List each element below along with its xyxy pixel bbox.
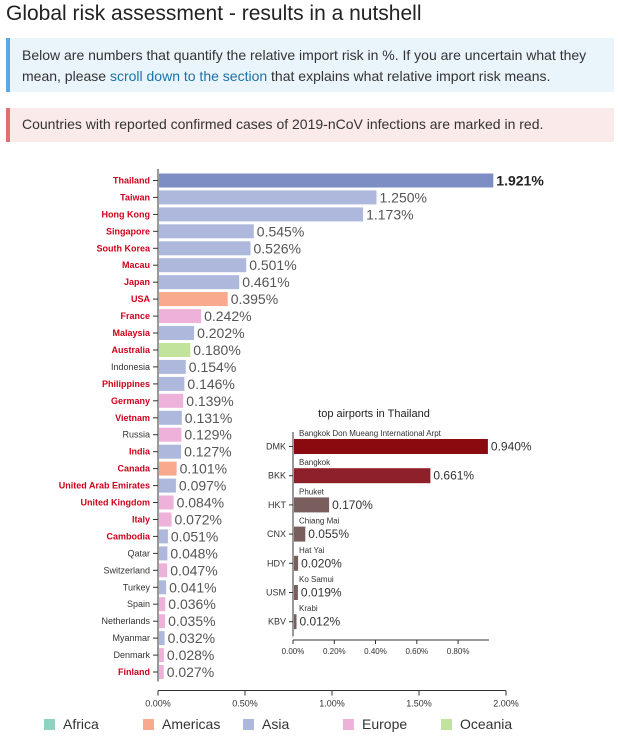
value-label-turkey: 0.041% (169, 579, 217, 596)
bar-philippines (159, 377, 184, 391)
airport-inset-title: top airports in Thailand (318, 408, 430, 420)
airport-bar-dmk (294, 439, 488, 454)
airport-code-hdy: HDY (266, 558, 286, 569)
value-label-taiwan: 1.250% (379, 189, 427, 206)
info-text-start: Below are numbers that quantify the relative import risk in %. If you are uncertain what they mean, please (22, 47, 587, 84)
bar-myanmar (159, 631, 165, 645)
y-label-denmark: Denmark (113, 650, 150, 661)
value-label-germany: 0.139% (186, 392, 234, 409)
bar-finland (159, 665, 164, 679)
y-label-turkey: Turkey (122, 582, 150, 593)
legend-item-africa (44, 716, 99, 732)
airport-name-kbv: Krabi (299, 604, 318, 614)
bar-spain (159, 597, 165, 611)
y-label-france: France (120, 311, 150, 322)
legend-item-europe (343, 716, 407, 732)
value-label-india: 0.127% (184, 443, 232, 460)
value-label-japan: 0.461% (242, 274, 290, 291)
airport-value-hdy: 0.020% (301, 556, 342, 571)
airport-code-cnx: CNX (266, 529, 286, 540)
y-label-indonesia: Indonesia (110, 361, 150, 372)
airport-name-hkt: Phuket (299, 487, 324, 497)
y-label-netherlands: Netherlands (101, 616, 150, 627)
value-label-macau: 0.501% (249, 257, 297, 274)
airport-bar-cnx (294, 527, 305, 542)
y-label-south-korea: South Korea (96, 243, 150, 254)
value-label-thailand: 1.921% (496, 172, 544, 189)
legend-swatch-asia (243, 719, 254, 730)
value-label-philippines: 0.146% (187, 375, 235, 392)
value-label-switzerland: 0.047% (170, 562, 218, 579)
value-label-malaysia: 0.202% (197, 325, 245, 341)
info-box (6, 38, 614, 92)
airport-x-tick-label-4: 0.80% (446, 647, 470, 656)
airport-value-cnx: 0.055% (308, 527, 350, 542)
legend-item-americas (143, 716, 220, 732)
value-label-myanmar: 0.032% (167, 630, 216, 647)
x-tick-label-2: 1.00% (319, 698, 345, 708)
legend-swatch-americas (143, 719, 154, 730)
y-label-vietnam: Vietnam (115, 412, 150, 423)
bar-united-kingdom (159, 496, 174, 510)
value-label-south-korea: 0.526% (253, 240, 301, 257)
x-tick-label-1: 0.50% (232, 698, 258, 708)
y-label-cambodia: Cambodia (106, 531, 150, 542)
y-label-macau: Macau (121, 260, 150, 271)
y-label-australia: Australia (111, 345, 150, 355)
airport-name-usm: Ko Samui (299, 575, 334, 584)
value-label-united-arab-emirates: 0.097% (178, 477, 227, 494)
x-tick-label-4: 2.00% (493, 698, 519, 708)
y-label-japan: Japan (123, 277, 150, 288)
y-label-usa: USA (130, 294, 150, 305)
y-label-united-arab-emirates: United Arab Emirates (58, 480, 150, 491)
value-label-vietnam: 0.131% (184, 409, 233, 426)
bar-malaysia (159, 326, 194, 340)
value-label-australia: 0.180% (193, 342, 241, 358)
y-label-malaysia: Malaysia (112, 328, 150, 338)
airport-bar-kbv (294, 614, 297, 629)
legend-label-europe: Europe (362, 716, 408, 732)
y-label-canada: Canada (117, 463, 150, 474)
bar-netherlands (159, 614, 165, 628)
airport-code-hkt: HKT (268, 499, 286, 510)
airport-name-cnx: Chiang Mai (299, 516, 340, 526)
legend-label-africa: Africa (63, 716, 99, 732)
bar-usa (159, 292, 228, 306)
airport-bar-usm (294, 585, 298, 600)
value-label-canada: 0.101% (179, 460, 228, 477)
y-label-myanmar: Myanmar (112, 633, 150, 644)
bar-united-arab-emirates (159, 479, 176, 493)
legend-item-asia (243, 716, 289, 732)
legend-label-americas: Americas (162, 716, 221, 732)
value-label-finland: 0.027% (166, 664, 215, 680)
value-label-indonesia: 0.154% (188, 358, 237, 375)
bar-italy (159, 513, 172, 527)
bar-hong-kong (159, 207, 363, 221)
airport-value-dmk: 0.940% (490, 439, 532, 454)
airport-bar-hkt (294, 497, 329, 512)
y-label-italy: Italy (131, 514, 150, 525)
info-text-end: that explains what relative import risk means. (267, 68, 551, 84)
airport-value-usm: 0.019% (300, 585, 342, 600)
value-label-russia: 0.129% (184, 426, 232, 443)
y-label-taiwan: Taiwan (120, 192, 150, 203)
airport-bar-hdy (294, 556, 298, 571)
bar-france (159, 309, 201, 323)
airport-value-bkk: 0.661% (433, 468, 475, 483)
airport-code-dmk: DMK (266, 441, 286, 452)
value-label-netherlands: 0.035% (168, 613, 216, 630)
airport-x-tick-label-2: 0.40% (364, 647, 387, 656)
legend-item-oceania (441, 716, 512, 732)
airport-code-kbv: KBV (267, 616, 286, 627)
value-label-france: 0.242% (204, 308, 252, 325)
bar-thailand (159, 174, 493, 188)
y-label-switzerland: Switzerland (103, 565, 150, 576)
y-label-finland: Finland (118, 667, 150, 677)
legend-label-asia: Asia (262, 716, 290, 732)
airport-value-hkt: 0.170% (332, 497, 373, 512)
y-label-hong-kong: Hong Kong (101, 209, 150, 220)
bar-australia (159, 343, 190, 357)
y-label-spain: Spain (126, 599, 150, 610)
x-tick-label-3: 1.50% (406, 698, 432, 708)
bar-switzerland (159, 563, 167, 577)
bar-cambodia (159, 529, 168, 543)
x-tick-label-0: 0.00% (145, 698, 171, 708)
bar-india (159, 445, 181, 459)
import-risk-chart (0, 150, 618, 708)
airport-name-hdy: Hat Yai (299, 545, 325, 555)
value-label-qatar: 0.048% (170, 545, 218, 562)
bar-macau (159, 258, 246, 272)
y-label-russia: Russia (122, 429, 150, 440)
airport-x-tick-label-3: 0.60% (405, 647, 429, 656)
bar-indonesia (159, 360, 186, 374)
airport-value-kbv: 0.012% (299, 614, 341, 629)
bar-south-korea (159, 241, 251, 255)
y-label-united-kingdom: United Kingdom (80, 497, 150, 508)
y-label-thailand: Thailand (112, 175, 150, 186)
y-label-india: India (128, 446, 150, 457)
bar-denmark (159, 648, 164, 662)
y-label-qatar: Qatar (127, 548, 150, 559)
bar-canada (159, 462, 177, 476)
value-label-united-kingdom: 0.084% (176, 494, 225, 511)
value-label-hong-kong: 1.173% (366, 206, 414, 223)
bar-qatar (159, 546, 167, 560)
region-legend (0, 708, 618, 738)
legend-swatch-oceania (441, 719, 452, 730)
bar-turkey (159, 580, 166, 594)
confirmed-cases-alert: Countries with reported confirmed cases of 2019-nCoV infections are marked in red. (6, 108, 614, 142)
bar-vietnam (159, 411, 182, 425)
bar-taiwan (159, 190, 377, 204)
value-label-italy: 0.072% (174, 511, 222, 528)
bar-russia (159, 428, 181, 442)
bar-singapore (159, 224, 254, 238)
legend-swatch-africa (44, 719, 55, 730)
airport-code-bkk: BKK (267, 470, 286, 481)
scroll-section-link[interactable]: scroll down to the section (109, 68, 268, 84)
value-label-singapore: 0.545% (256, 223, 305, 240)
value-label-spain: 0.036% (168, 596, 216, 613)
page-title: Global risk assessment - results in a nutshell (6, 2, 422, 25)
bar-germany (159, 394, 183, 408)
value-label-usa: 0.395% (230, 291, 279, 308)
y-label-germany: Germany (110, 395, 150, 406)
value-label-denmark: 0.028% (166, 647, 215, 664)
airport-x-tick-label-0: 0.00% (281, 647, 305, 656)
airport-x-tick-label-1: 0.20% (322, 647, 346, 656)
airport-name-dmk: Bangkok Don Mueang International Arpt (299, 429, 441, 438)
legend-label-oceania: Oceania (460, 716, 513, 732)
y-label-philippines: Philippines (101, 378, 150, 389)
airport-code-usm: USM (266, 587, 286, 598)
bar-japan (159, 275, 239, 289)
y-label-singapore: Singapore (105, 226, 150, 237)
value-label-cambodia: 0.051% (170, 528, 219, 545)
airport-name-bkk: Bangkok (299, 458, 331, 468)
legend-swatch-europe (343, 719, 354, 730)
airport-bar-bkk (294, 468, 430, 483)
